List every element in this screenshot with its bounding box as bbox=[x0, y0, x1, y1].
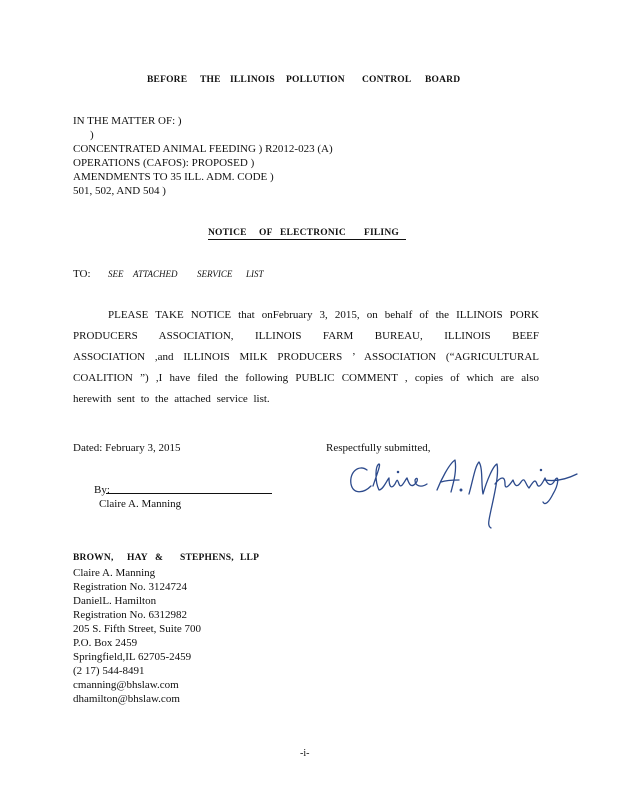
board-heading-word: POLLUTION bbox=[286, 75, 345, 85]
to-label: TO: bbox=[73, 268, 91, 280]
firm-header-word: HAY bbox=[127, 553, 148, 563]
caption-line: CONCENTRATED ANIMAL FEEDING ) R2012-023 (A) bbox=[73, 143, 333, 155]
caption-line: 501, 502, AND 504 ) bbox=[73, 185, 166, 197]
firm-line: Claire A. Manning bbox=[73, 567, 156, 579]
to-word: ATTACHED bbox=[133, 269, 178, 279]
firm-email[interactable]: dhamilton@bhslaw.com bbox=[73, 693, 180, 705]
to-word: SEE bbox=[108, 269, 124, 279]
firm-line: (2 17) 544-8491 bbox=[73, 665, 145, 677]
by-label: By: bbox=[94, 484, 110, 496]
respectfully-submitted: Respectfully submitted, bbox=[326, 442, 431, 454]
notice-title-underline bbox=[208, 239, 406, 240]
dated-line: Dated: February 3, 2015 bbox=[73, 442, 181, 454]
body-line: herewith sent to the attached service list. bbox=[73, 393, 270, 405]
firm-line: 205 S. Fifth Street, Suite 700 bbox=[73, 623, 202, 635]
board-heading-word: CONTROL bbox=[362, 75, 412, 85]
to-word: SERVICE bbox=[197, 269, 233, 279]
caption-line: IN THE MATTER OF: ) bbox=[73, 115, 182, 127]
firm-header-word: LLP bbox=[240, 553, 260, 563]
firm-header-word: & bbox=[155, 553, 164, 563]
firm-line: Registration No. 6312982 bbox=[73, 609, 187, 621]
notice-title-word: ELECTRONIC bbox=[280, 228, 346, 238]
notice-title-word: NOTICE bbox=[208, 228, 247, 238]
notice-title-word: OF bbox=[259, 228, 273, 238]
firm-email[interactable]: cmanning@bhslaw.com bbox=[73, 679, 179, 691]
signature-line bbox=[106, 493, 272, 494]
caption-line: ) bbox=[90, 129, 94, 141]
board-heading-word: THE bbox=[200, 75, 221, 85]
body-line: PRODUCERS ASSOCIATION, ILLINOIS FARM BUREAU, ILLINOIS BEEF bbox=[73, 330, 539, 342]
caption-line: OPERATIONS (CAFOS): PROPOSED ) bbox=[73, 157, 255, 169]
firm-header-word: BROWN, bbox=[73, 553, 114, 563]
firm-line: Registration No. 3124724 bbox=[73, 581, 187, 593]
firm-line: Springfield,IL 62705-2459 bbox=[73, 651, 192, 663]
board-heading-word: BOARD bbox=[425, 75, 461, 85]
to-word: LIST bbox=[246, 269, 264, 279]
firm-line: DanielL. Hamilton bbox=[73, 595, 157, 607]
page-number: -i- bbox=[300, 748, 310, 759]
board-heading-word: BEFORE bbox=[147, 75, 188, 85]
body-line: PLEASE TAKE NOTICE that onFebruary 3, 2015, on behalf of the ILLINOIS PORK bbox=[108, 309, 539, 321]
handwritten-signature bbox=[345, 450, 580, 532]
firm-header-word: STEPHENS, bbox=[180, 553, 234, 563]
caption-line: AMENDMENTS TO 35 ILL. ADM. CODE ) bbox=[73, 171, 274, 183]
notice-title-word: FILING bbox=[364, 228, 399, 238]
signer-name: Claire A. Manning bbox=[99, 498, 182, 510]
firm-line: P.O. Box 2459 bbox=[73, 637, 138, 649]
body-line: COALITION ”) ,I have filed the following PUBLIC COMMENT , copies of which are also bbox=[73, 372, 539, 384]
board-heading-word: ILLINOIS bbox=[230, 75, 275, 85]
body-line: ASSOCIATION ,and ILLINOIS MILK PRODUCERS ’ ASSOCIATION (“AGRICULTURAL bbox=[73, 351, 539, 363]
